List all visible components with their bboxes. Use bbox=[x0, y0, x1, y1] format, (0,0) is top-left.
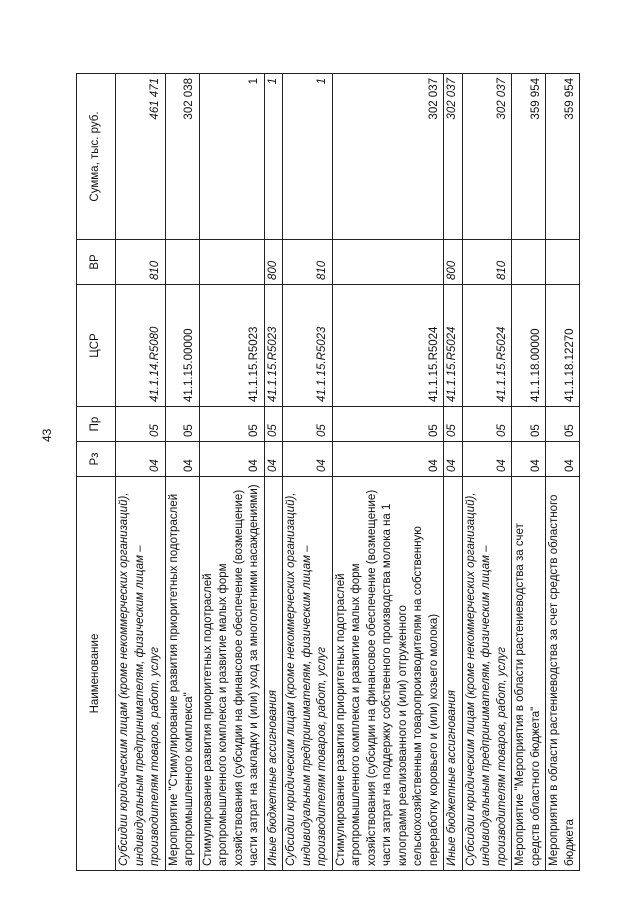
cell-rz: 04 bbox=[165, 442, 199, 477]
cell-csr: 41.1.18.00000 bbox=[512, 285, 546, 407]
cell-sum: 1 bbox=[283, 74, 333, 240]
cell-name: Иные бюджетные ассигнования bbox=[264, 477, 283, 871]
cell-pr: 05 bbox=[512, 407, 546, 442]
cell-vr: 810 bbox=[116, 240, 166, 285]
cell-vr: 810 bbox=[283, 240, 333, 285]
cell-pr: 05 bbox=[546, 407, 580, 442]
header-rz: Рз bbox=[77, 442, 116, 477]
table-row bbox=[264, 74, 283, 871]
table-row bbox=[512, 74, 546, 871]
cell-sum: 1 bbox=[264, 74, 283, 240]
cell-sum: 1 bbox=[199, 74, 264, 240]
cell-sum: 302 037 bbox=[462, 74, 512, 240]
cell-csr: 41.1.15.R5023 bbox=[264, 285, 283, 407]
cell-vr bbox=[199, 240, 264, 285]
cell-sum: 302 038 bbox=[165, 74, 199, 240]
page-number: 43 bbox=[40, 428, 54, 442]
cell-rz: 04 bbox=[264, 442, 283, 477]
cell-csr: 41.1.15.R5024 bbox=[332, 285, 444, 407]
cell-name: Мероприятие "Мероприятия в области растениеводства за счет средств областного бюджета" bbox=[512, 477, 546, 871]
header-vr: ВР bbox=[77, 240, 116, 285]
cell-name: Иные бюджетные ассигнования bbox=[444, 477, 463, 871]
cell-rz: 04 bbox=[512, 442, 546, 477]
cell-pr: 05 bbox=[116, 407, 166, 442]
cell-rz: 04 bbox=[199, 442, 264, 477]
cell-csr: 41.1.15.00000 bbox=[165, 285, 199, 407]
cell-sum: 359 954 bbox=[512, 74, 546, 240]
cell-csr: 41.1.15.R5024 bbox=[462, 285, 512, 407]
table-row bbox=[283, 74, 333, 871]
cell-csr: 41.1.15.R5023 bbox=[283, 285, 333, 407]
table-header-row bbox=[77, 74, 116, 871]
cell-name: Мероприятия в области растениеводства за счет средств областного бюджета bbox=[546, 477, 580, 871]
table-row bbox=[332, 74, 444, 871]
table-row bbox=[165, 74, 199, 871]
cell-name: Стимулирование развития приоритетных подотраслей агропромышленного комплекса и развитие малых форм хозяйствования (субсидии на финансовое обеспечение (возмещение) части затрат на поддержку собственного производства молока на 1 килограмм реализованного и (или) отгруженного сельскохозяйственным товаропроизводителям на собственную переработку коровьего и (или) козьего молока) bbox=[332, 477, 444, 871]
cell-rz: 04 bbox=[116, 442, 166, 477]
budget-table-rotated bbox=[76, 74, 576, 871]
header-pr: Пр bbox=[77, 407, 116, 442]
table-row bbox=[546, 74, 580, 871]
cell-rz: 04 bbox=[332, 442, 444, 477]
header-name: Наименование bbox=[77, 477, 116, 871]
budget-table bbox=[76, 73, 580, 871]
table-row bbox=[462, 74, 512, 871]
cell-vr: 810 bbox=[462, 240, 512, 285]
cell-rz: 04 bbox=[444, 442, 463, 477]
cell-csr: 41.1.15.R5024 bbox=[444, 285, 463, 407]
cell-vr: 800 bbox=[444, 240, 463, 285]
cell-vr bbox=[546, 240, 580, 285]
cell-pr: 05 bbox=[332, 407, 444, 442]
cell-sum: 359 954 bbox=[546, 74, 580, 240]
cell-csr: 41.1.18.12270 bbox=[546, 285, 580, 407]
table-row bbox=[199, 74, 264, 871]
cell-vr bbox=[332, 240, 444, 285]
table-row bbox=[444, 74, 463, 871]
cell-rz: 04 bbox=[546, 442, 580, 477]
cell-vr bbox=[165, 240, 199, 285]
cell-sum: 302 037 bbox=[444, 74, 463, 240]
cell-name: Субсидии юридическим лицам (кроме некоммерческих организаций), индивидуальным предпринимателям, физическим лицам – производителям товаров, работ, услуг bbox=[116, 477, 166, 871]
cell-rz: 04 bbox=[283, 442, 333, 477]
cell-name: Субсидии юридическим лицам (кроме некоммерческих организаций), индивидуальным предпринимателям, физическим лицам – производителям товаров, работ, услуг bbox=[462, 477, 512, 871]
cell-pr: 05 bbox=[165, 407, 199, 442]
cell-csr: 41.1.15.R5023 bbox=[199, 285, 264, 407]
cell-name: Мероприятие "Стимулирование развития приоритетных подотраслей агропромышленного комплекса" bbox=[165, 477, 199, 871]
cell-rz: 04 bbox=[462, 442, 512, 477]
cell-pr: 05 bbox=[444, 407, 463, 442]
cell-vr bbox=[512, 240, 546, 285]
cell-vr: 800 bbox=[264, 240, 283, 285]
cell-name: Стимулирование развития приоритетных подотраслей агропромышленного комплекса и развитие малых форм хозяйствования (субсидии на финансовое обеспечение (возмещение) части затрат на закладку и (или) уход за многолетними насаждениями) bbox=[199, 477, 264, 871]
cell-pr: 05 bbox=[264, 407, 283, 442]
cell-sum: 461 471 bbox=[116, 74, 166, 240]
cell-sum: 302 037 bbox=[332, 74, 444, 240]
cell-pr: 05 bbox=[462, 407, 512, 442]
cell-pr: 05 bbox=[283, 407, 333, 442]
table-row bbox=[116, 74, 166, 871]
cell-name: Субсидии юридическим лицам (кроме некоммерческих организаций), индивидуальным предпринимателям, физическим лицам – производителям товаров, работ, услуг bbox=[283, 477, 333, 871]
header-sum: Сумма, тыс. руб. bbox=[77, 74, 116, 240]
header-csr: ЦСР bbox=[77, 285, 116, 407]
cell-pr: 05 bbox=[199, 407, 264, 442]
cell-csr: 41.1.14.R5080 bbox=[116, 285, 166, 407]
